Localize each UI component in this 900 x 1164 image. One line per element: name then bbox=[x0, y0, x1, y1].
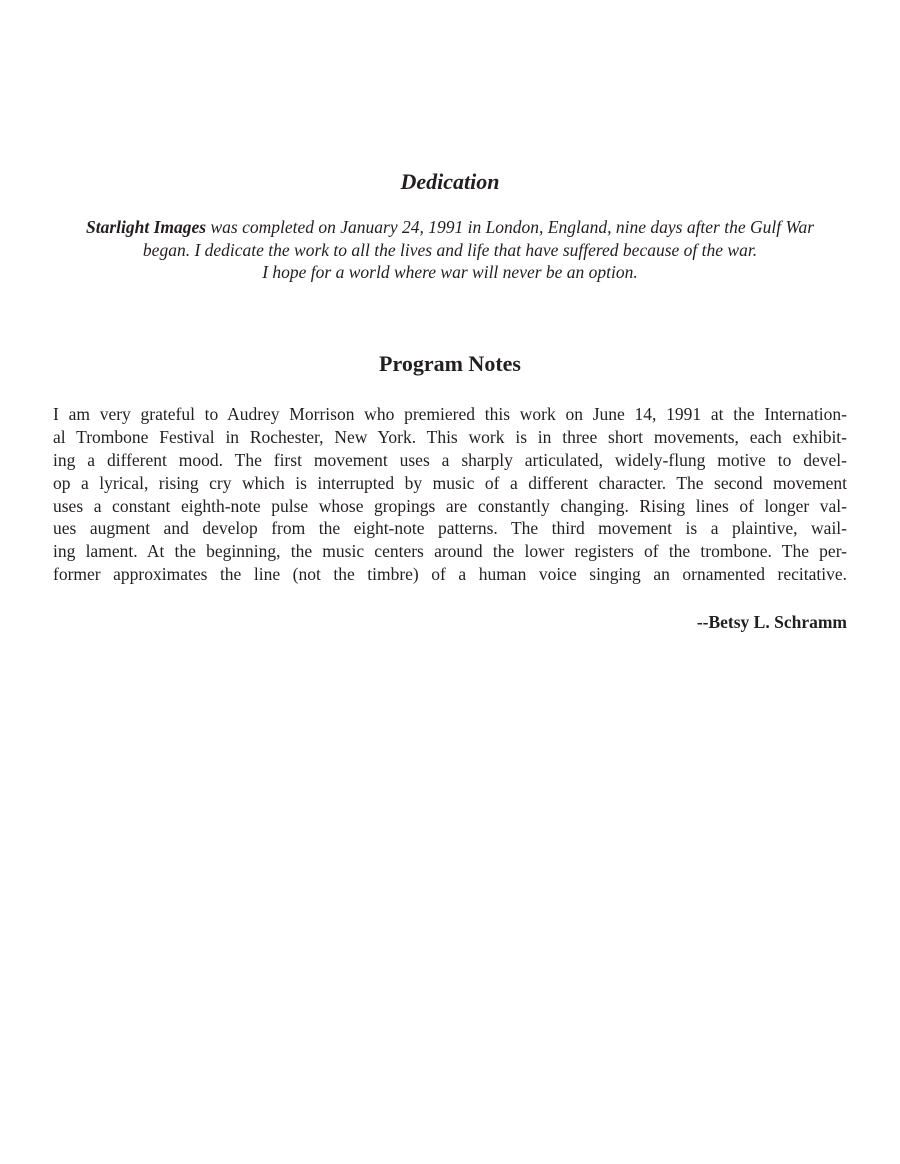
program-notes-line: ing a different mood. The first movement uses a sharply articulated, widely-flung motive to devel- bbox=[53, 449, 847, 470]
program-notes-line: ing lament. At the beginning, the music centers around the lower registers of the trombone. The per- bbox=[53, 541, 847, 562]
program-notes-line: ues augment and develop from the eight-note patterns. The third movement is a plaintive, wail- bbox=[53, 518, 847, 539]
program-notes-line: op a lyrical, rising cry which is interrupted by music of a different character. The second movement bbox=[53, 472, 847, 493]
author-signature: --Betsy L. Schramm bbox=[696, 612, 847, 632]
dedication-line-1 bbox=[40, 216, 860, 239]
program-notes-line: uses a constant eighth-note pulse whose gropings are constantly changing. Rising lines of longer val- bbox=[53, 495, 847, 516]
dedication-line-1-rest: was completed on January 24, 1991 in London, England, nine days after the Gulf War bbox=[206, 217, 815, 237]
dedication-text bbox=[40, 216, 860, 284]
program-notes-heading: Program Notes bbox=[379, 351, 521, 376]
dedication-line-2: began. I dedicate the work to all the lives and life that have suffered because of the war. bbox=[142, 239, 758, 260]
program-notes-text bbox=[53, 403, 847, 586]
program-notes-line: former approximates the line (not the timbre) of a human voice singing an ornamented recitative. bbox=[53, 564, 847, 585]
dedication-line-3: I hope for a world where war will never be an option. bbox=[262, 262, 638, 282]
program-notes-line: I am very grateful to Audrey Morrison who premiered this work on June 14, 1991 at the Internation- bbox=[53, 404, 847, 424]
dedication-heading: Dedication bbox=[400, 169, 500, 194]
program-notes-line: al Trombone Festival in Rochester, New York. This work is in three short movements, each exhibit- bbox=[53, 426, 847, 447]
work-title: Starlight Images bbox=[85, 217, 207, 237]
